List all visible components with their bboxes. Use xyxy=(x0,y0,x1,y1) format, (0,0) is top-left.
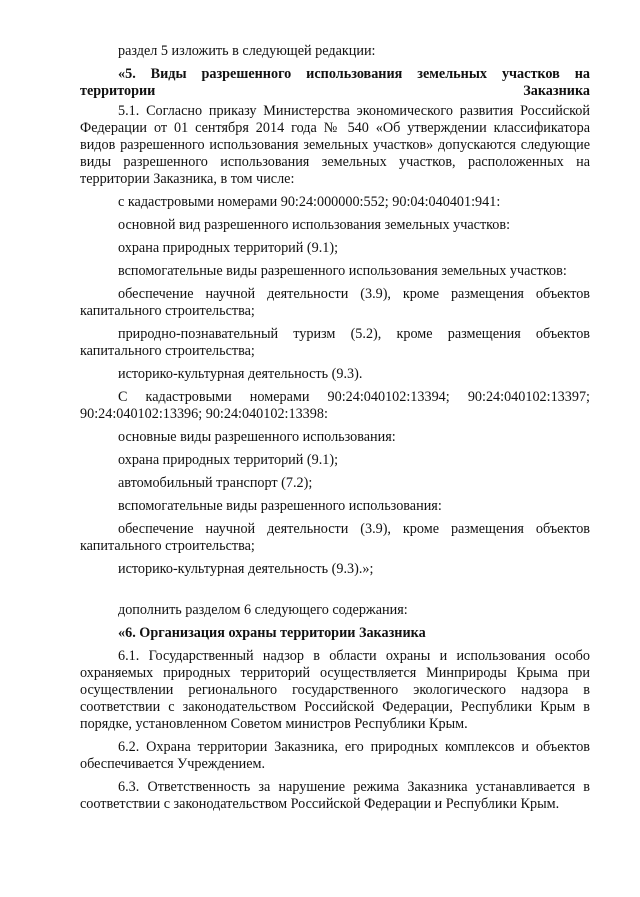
paragraph-aux-use-2: вспомогательные виды разрешенного использования: xyxy=(118,498,442,514)
paragraph-nature-protection-2: охрана природных территорий (9.1); xyxy=(118,452,339,468)
paragraph-transport: автомобильный транспорт (7.2); xyxy=(118,475,313,491)
heading-section5: «5. Виды разрешенного использования земельных участков на территории Заказника xyxy=(80,66,590,99)
paragraph-6-1: 6.1. Государственный надзор в области охраны и использования особо охраняемых природных территорий осуществляется Минприроды Крыма при осуществлении регионального государственного экологического надзора в соответствии с законодательством Российской Федерации, Республики Крым в порядке, установленном Советом министров Республики Крым. xyxy=(80,648,590,732)
paragraph-science-1: обеспечение научной деятельности (3.9), кроме размещения объектов капитального строительства; xyxy=(80,286,590,319)
paragraph-main-use-1: основной вид разрешенного использования земельных участков: xyxy=(118,217,511,233)
paragraph-aux-use-1: вспомогательные виды разрешенного использования земельных участков: xyxy=(118,263,567,279)
heading-section6: «6. Организация охраны территории Заказника xyxy=(118,625,426,641)
paragraph-6-3: 6.3. Ответственность за нарушение режима Заказника устанавливается в соответствии с законодательством Российской Федерации и Республики Крым. xyxy=(80,779,590,812)
paragraph-5-1: 5.1. Согласно приказу Министерства экономического развития Российской Федерации от 01 сентября 2014 года № 540 «Об утверждении классификатора видов разрешенного использования земельных участков» допускаются следующие виды разрешенного использования земельных участков, расположенных на территории Заказника, в том числе: xyxy=(80,103,590,187)
paragraph-history-2: историко-культурная деятельность (9.3).»; xyxy=(118,561,374,577)
paragraph-science-2: обеспечение научной деятельности (3.9), кроме размещения объектов капитального строительства; xyxy=(80,521,590,554)
paragraph-cadastral-2: С кадастровыми номерами 90:24:040102:13394; 90:24:040102:13397; 90:24:040102:13396; 90:24:040102:13398: xyxy=(80,389,590,422)
document-page xyxy=(80,43,590,819)
paragraph-section5-intro: раздел 5 изложить в следующей редакции: xyxy=(118,43,376,59)
paragraph-main-use-2: основные виды разрешенного использования: xyxy=(118,429,396,445)
paragraph-cadastral-1: с кадастровыми номерами 90:24:000000:552; 90:04:040401:941: xyxy=(118,194,501,210)
paragraph-history-1: историко-культурная деятельность (9.3). xyxy=(118,366,363,382)
paragraph-section6-intro: дополнить разделом 6 следующего содержания: xyxy=(118,602,408,618)
paragraph-tourism: природно-познавательный туризм (5.2), кроме размещения объектов капитального строительства; xyxy=(80,326,590,359)
paragraph-nature-protection-1: охрана природных территорий (9.1); xyxy=(118,240,339,256)
paragraph-6-2: 6.2. Охрана территории Заказника, его природных комплексов и объектов обеспечивается Учреждением. xyxy=(80,739,590,772)
